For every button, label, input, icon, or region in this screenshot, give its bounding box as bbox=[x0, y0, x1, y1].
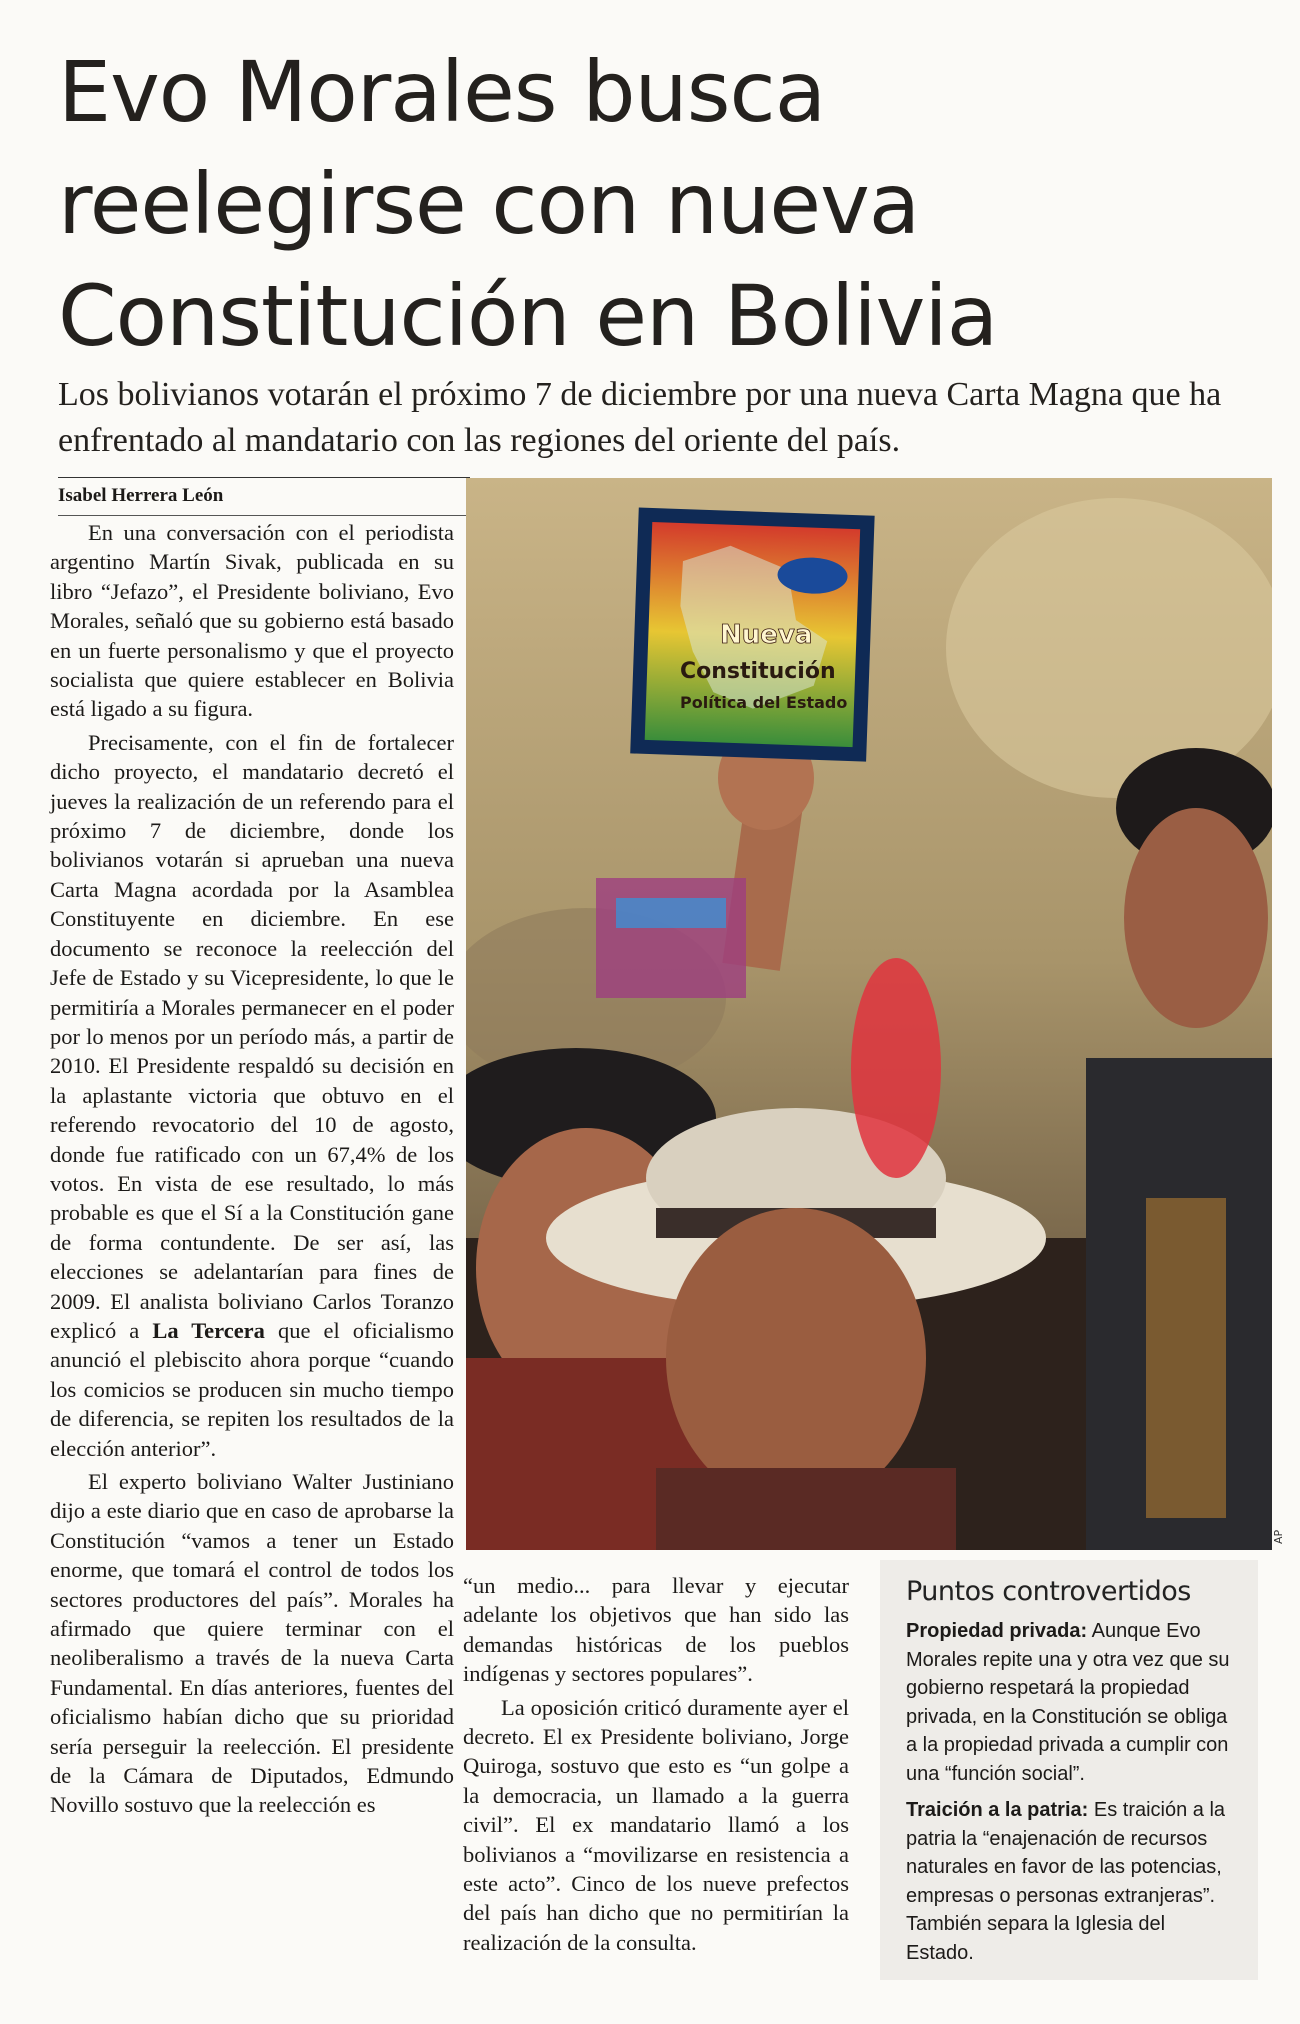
paragraph bbox=[50, 728, 454, 1463]
sidebar-item bbox=[906, 1617, 1236, 1788]
photo-credit: AP bbox=[1272, 1529, 1285, 1544]
paragraph: En una conversación con el periodista argentino Martín Sivak, publicada en su libro “Jefazo”, el Presidente boliviano, Evo Morales, señaló que su gobierno está basado en un fuerte personalismo y que el proyecto socialista que quiere establecer en Bolivia está ligado a su figura. bbox=[50, 520, 454, 722]
article-column-2 bbox=[463, 1571, 849, 1957]
sidebar-title: Puntos controvertidos bbox=[906, 1576, 1191, 1607]
paragraph-text: Precisamente, con el fin de fortalecer dicho proyecto, el mandatario decretó el jueves la realización de un referendo para el próximo 7 de diciembre, donde los bolivianos votarán si aprueban una nueva Carta Magna acordada por la Asamblea Constituyente en diciembre. En ese documento se reconoce la reelección del Jefe de Estado y su Vicepresidente, lo que le permitiría a Morales permanecer en el poder por lo menos por un período más, a partir de 2010. El Presidente respaldó su decisión en la aplastante victoria que obtuvo en el referendo revocatorio del 10 de agosto, donde fue ratificado con un 67,4% de los votos. En vista de ese resultado, lo más probable es que el Sí a la Constitución gane de forma contundente. De ser así, las elecciones se adelantarían para fines de 2009. El analista boliviano Carlos Toranzo explicó a bbox=[50, 729, 454, 1343]
sidebar-box bbox=[880, 1560, 1258, 1980]
headline-line: Evo Morales busca bbox=[58, 43, 826, 141]
paragraph: El experto boliviano Walter Justiniano dijo a este diario que en caso de aprobarse la Constitución “vamos a tener un Estado enorme, que tomará el control de todos los sectores productores del país”. Morales ha afirmado que quiere terminar con el neoliberalismo a través de la nueva Carta Fundamental. En días anteriores, fuentes del oficialismo habían dicho que su prioridad sería perseguir la reelección. El presidente de la Cámara de Diputados, Edmundo Novillo sostuvo que la reelección es bbox=[50, 1469, 454, 1818]
deck-line: Los bolivianos votarán el próximo 7 de diciembre por una nueva Carta Magna que ha bbox=[58, 376, 1222, 413]
sign-text-line: Constitución bbox=[680, 659, 836, 684]
paragraph: “un medio... para llevar y ejecutar adelante los objetivos que han sido las demandas históricas de los pueblos indígenas y sectores populares”. bbox=[463, 1573, 849, 1687]
paragraph-text: que el oficialismo anunció el plebiscito ahora porque “cuando los comicios se producen sin mucho tiempo de diferencia, se repiten los resultados de la elección anterior”. bbox=[50, 1317, 455, 1461]
sidebar-item-text: Aunque Evo Morales repite una y otra vez que su gobierno respetará la propiedad privada, en la Constitución se obliga a la propiedad privada a cumplir con una “función social”. bbox=[906, 1620, 1230, 1785]
byline-rule-bottom bbox=[58, 515, 470, 516]
paragraph: La oposición criticó duramente ayer el decreto. El ex Presidente boliviano, Jorge Quiroga, sostuvo que esto es “un golpe a la democracia, un llamado a la guerra civil”. El ex mandatario llamó a los bolivianos a “movilizarse en resistencia a este acto”. Cinco de los nueve prefectos del país han dicho que no permitirían la realización de la consulta. bbox=[463, 1694, 849, 1955]
deck-subtitle bbox=[58, 372, 1258, 464]
publication-name: La Tercera bbox=[152, 1317, 265, 1343]
sign-text-line: Política del Estado bbox=[680, 693, 848, 712]
sidebar-item-text: Es traición a la patria la “enajenación de recursos naturales en favor de las potencias, empresas o personas extranjeras”. También separa la Iglesia del Estado. bbox=[906, 1799, 1226, 1964]
headline-line: reelegirse con nueva bbox=[58, 155, 920, 253]
headline-line: Constitución en Bolivia bbox=[58, 267, 998, 365]
headline bbox=[58, 36, 1258, 372]
photo-illustration bbox=[466, 478, 1272, 1550]
deck-line: enfrentado al mandatario con las regiones del oriente del país. bbox=[58, 422, 901, 459]
sidebar-item bbox=[906, 1796, 1236, 1967]
article-column-1 bbox=[50, 518, 454, 1820]
news-photo bbox=[466, 478, 1272, 1550]
sidebar-item-label: Propiedad privada: bbox=[906, 1620, 1088, 1642]
byline-rule-top bbox=[58, 477, 470, 478]
sign-text-line: Nueva bbox=[720, 620, 813, 650]
sidebar-item-label: Traición a la patria: bbox=[906, 1799, 1089, 1821]
byline: Isabel Herrera León bbox=[58, 485, 224, 506]
